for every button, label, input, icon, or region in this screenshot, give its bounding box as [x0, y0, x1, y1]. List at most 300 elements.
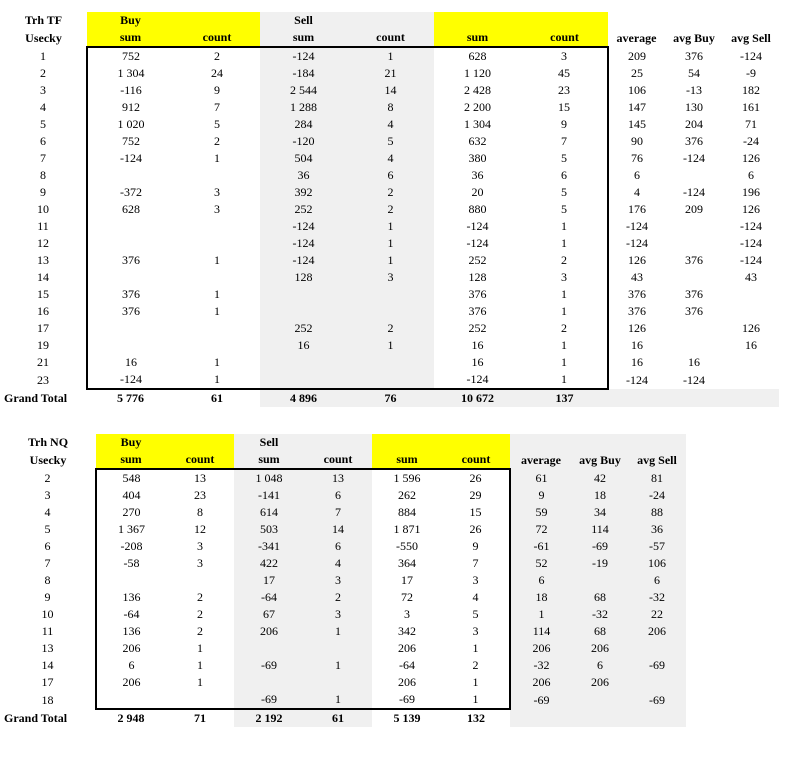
cell-average: 18: [510, 589, 572, 606]
cell-total-sum: 36: [471, 168, 484, 182]
col-header-buy-count: count: [166, 451, 234, 469]
cell-sell-count: 1: [347, 218, 434, 235]
cell-buy-count: 3: [197, 539, 203, 553]
cell-total-sum: 17: [401, 573, 413, 587]
cell-sell-sum: 614: [234, 504, 304, 521]
total-cell-total-sum: 10 672: [434, 389, 521, 407]
cell-buy-sum: 376: [87, 303, 174, 320]
cell-avg-sell: 6: [628, 572, 686, 589]
cell-avg-sell: [723, 303, 779, 320]
cell-buy-sum: 912: [87, 99, 174, 116]
cell-total-sum: 632: [468, 134, 487, 148]
cell-total-sum: 1 304: [464, 117, 491, 131]
cell-row-label: 18: [41, 692, 54, 707]
col-header-sell-sum: sum: [260, 29, 347, 47]
cell-sell-count: 2: [347, 184, 434, 201]
cell-buy-count: 8: [197, 505, 203, 519]
cell-row-label: 1: [40, 48, 46, 63]
cell-buy-sum: [87, 218, 174, 235]
grand-total-row: [0, 389, 779, 407]
cell-row-label: 17: [37, 321, 49, 335]
cell-avg-buy: [665, 269, 723, 286]
cell-sell-count: 3: [304, 572, 372, 589]
cell-total-sum: -124: [466, 236, 489, 250]
cell-avg-sell: 126: [742, 202, 760, 216]
table-row: [0, 286, 779, 303]
table-row: [0, 65, 779, 82]
cell-buy-sum: 548: [96, 469, 166, 487]
table-row: [0, 133, 779, 150]
cell-row-label: 13: [41, 641, 54, 655]
cell-sell-count: 1: [304, 623, 372, 640]
cell-avg-sell: -57: [628, 538, 686, 555]
cell-total-count: 1: [521, 354, 608, 371]
cell-row-label: 6: [40, 134, 46, 148]
cell-avg-sell: 126: [742, 321, 760, 335]
cell-avg-buy: 130: [685, 100, 703, 114]
cell-average: 106: [628, 83, 646, 97]
cell-avg-buy: -32: [572, 606, 628, 623]
cell-total-count: 1: [521, 303, 608, 320]
col-header-total-sum: sum: [434, 29, 521, 47]
cell-sell-sum: 252: [260, 201, 347, 218]
cell-buy-sum: 1 020: [87, 116, 174, 133]
table-row: [0, 184, 779, 201]
cell-avg-buy: 18: [572, 487, 628, 504]
col-header-sell-count: count: [347, 29, 434, 47]
cell-sell-sum: [234, 640, 304, 657]
cell-avg-buy: [665, 167, 723, 184]
cell-buy-sum: [87, 235, 174, 252]
cell-avg-sell: 88: [628, 504, 686, 521]
cell-total-sum: 380: [468, 151, 487, 165]
cell-buy-sum: -372: [87, 184, 174, 201]
cell-avg-buy: 209: [685, 202, 703, 216]
cell-total-sum: 206: [398, 675, 416, 689]
cell-row-label: 14: [41, 658, 54, 672]
cell-average: 376: [628, 287, 646, 301]
total-cell-buy-sum: 5 776: [117, 391, 144, 405]
cell-total-sum: -124: [466, 219, 489, 233]
cell-average: 43: [631, 270, 643, 284]
col-header-total-count: count: [521, 29, 608, 47]
cell-average: -69: [510, 691, 572, 709]
cell-buy-sum: 752: [87, 47, 174, 65]
cell-buy-count: [174, 218, 260, 235]
cell-sell-sum: [260, 286, 347, 303]
cell-buy-count: 1: [214, 287, 220, 301]
total-cell-row-label: Grand Total: [4, 390, 68, 405]
cell-avg-buy: [665, 320, 723, 337]
cell-buy-count: 1: [197, 641, 203, 655]
cell-total-count: 2: [521, 320, 608, 337]
cell-sell-sum: 503: [234, 521, 304, 538]
col-header-sell-sum: sum: [234, 451, 304, 469]
cell-avg-sell: 196: [742, 185, 760, 199]
cell-sell-sum: 284: [260, 116, 347, 133]
cell-sell-sum: -341: [234, 538, 304, 555]
cell-buy-count: [174, 337, 260, 354]
cell-avg-sell: 206: [628, 623, 686, 640]
cell-row-label: 14: [37, 270, 49, 284]
col-header-buy-sum: sum: [87, 29, 174, 47]
cell-average: 176: [628, 202, 646, 216]
header-spacer: [347, 12, 434, 29]
header-spacer: [174, 12, 260, 29]
cell-total-sum: 72: [401, 590, 413, 604]
cell-total-count: 26: [442, 469, 510, 487]
cell-row-label: 2: [44, 470, 51, 485]
cell-sell-count: 1: [304, 691, 372, 709]
group-header-buy: Buy: [87, 12, 174, 29]
cell-sell-sum: -64: [234, 589, 304, 606]
cell-sell-count: 6: [304, 538, 372, 555]
table-row: [0, 487, 686, 504]
cell-row-label: 12: [37, 236, 49, 250]
cell-row-label: 5: [44, 522, 51, 536]
total-cell-total-count: 137: [521, 389, 608, 407]
cell-sell-count: 1: [304, 657, 372, 674]
cell-buy-count: [166, 691, 234, 709]
table-row: [0, 99, 779, 116]
cell-sell-count: 7: [304, 504, 372, 521]
cell-total-sum: 2 200: [464, 100, 491, 114]
header-spacer: [572, 434, 628, 451]
table-row: [0, 691, 686, 709]
cell-total-sum: 1 596: [372, 469, 442, 487]
total-cell-sell-sum: 2 192: [234, 709, 304, 727]
cell-avg-buy: [665, 337, 723, 354]
cell-buy-sum: [87, 269, 174, 286]
cell-buy-sum: 16: [87, 354, 174, 371]
cell-average: 52: [510, 555, 572, 572]
cell-row-label: 9: [40, 185, 46, 199]
cell-total-sum: 206: [398, 641, 416, 655]
cell-buy-sum: 206: [96, 674, 166, 691]
total-cell-average: [608, 389, 665, 407]
cell-sell-count: 3: [347, 269, 434, 286]
cell-average: 25: [631, 66, 643, 80]
cell-sell-sum: -69: [234, 657, 304, 674]
cell-avg-sell: 182: [742, 83, 760, 97]
cell-total-count: 3: [521, 269, 608, 286]
col-header-avg-sell: avg Sell: [628, 451, 686, 469]
cell-sell-count: 1: [347, 252, 434, 269]
table-row: [0, 521, 686, 538]
cell-sell-count: 1: [347, 47, 434, 65]
cell-total-count: 7: [521, 133, 608, 150]
total-cell-sell-sum: 4 896: [260, 389, 347, 407]
cell-buy-count: 9: [214, 83, 220, 97]
total-cell-sell-count: 61: [304, 709, 372, 727]
cell-buy-sum: 404: [96, 487, 166, 504]
cell-sell-sum: 392: [260, 184, 347, 201]
col-header-avg-buy: avg Buy: [572, 451, 628, 469]
cell-total-sum: 880: [468, 202, 487, 216]
cell-sell-count: 14: [347, 82, 434, 99]
cell-row-label: 21: [37, 355, 49, 369]
cell-average: 9: [510, 487, 572, 504]
cell-row-label: 17: [41, 675, 54, 689]
pivot-body-tf: [0, 12, 779, 407]
cell-average: -124: [626, 236, 648, 250]
cell-avg-buy: [572, 691, 628, 709]
cell-avg-buy: 54: [688, 66, 700, 80]
cell-buy-count: 12: [194, 522, 206, 536]
cell-average: -124: [626, 219, 648, 233]
col-header-total-sum: sum: [372, 451, 442, 469]
cell-total-count: 23: [521, 82, 608, 99]
table-row: [0, 674, 686, 691]
cell-buy-count: 2: [174, 47, 260, 65]
cell-average: 61: [510, 469, 572, 487]
cell-buy-count: [174, 167, 260, 184]
table-row: [0, 657, 686, 674]
table-row: [0, 623, 686, 640]
cell-avg-buy: [665, 218, 723, 235]
cell-row-label: 7: [40, 151, 46, 165]
cell-average: 4: [634, 185, 640, 199]
cell-total-sum: -69: [372, 691, 442, 709]
cell-buy-count: 1: [174, 371, 260, 389]
cell-average: 147: [628, 100, 646, 114]
cell-average: -32: [510, 657, 572, 674]
cell-total-count: 15: [521, 99, 608, 116]
cell-total-count: 1: [521, 235, 608, 252]
cell-avg-sell: -124: [740, 253, 762, 267]
cell-sell-sum: 16: [260, 337, 347, 354]
cell-total-sum: 628: [434, 47, 521, 65]
cell-average: 16: [631, 338, 643, 352]
cell-row-label: 4: [44, 505, 51, 519]
cell-total-sum: 1 120: [464, 66, 491, 80]
cell-total-sum: 262: [398, 488, 416, 502]
cell-buy-sum: 376: [87, 286, 174, 303]
cell-average: 126: [628, 321, 646, 335]
cell-total-count: 1: [521, 286, 608, 303]
cell-buy-count: 2: [197, 590, 203, 604]
cell-average: 16: [631, 355, 643, 369]
cell-average: 126: [628, 253, 646, 267]
cell-buy-count: [166, 572, 234, 589]
cell-avg-buy: -124: [683, 151, 705, 165]
cell-total-count: 1: [521, 337, 608, 354]
cell-total-count: 7: [442, 555, 510, 572]
cell-row-label: 13: [37, 253, 49, 267]
cell-avg-sell: 36: [628, 521, 686, 538]
cell-sell-count: [304, 640, 372, 657]
cell-buy-count: 1: [197, 675, 203, 689]
cell-total-count: 9: [521, 116, 608, 133]
table-row: [0, 538, 686, 555]
table-row: [0, 555, 686, 572]
cell-sell-count: 14: [304, 521, 372, 538]
cell-sell-count: [304, 674, 372, 691]
cell-avg-buy: 376: [685, 253, 703, 267]
col-header-buy-sum: sum: [96, 451, 166, 469]
total-cell-avg-buy: [572, 709, 628, 727]
header-spacer: [510, 434, 572, 451]
cell-total-count: 5: [521, 150, 608, 167]
total-cell-avg-buy: [665, 389, 723, 407]
cell-avg-sell: 71: [745, 117, 757, 131]
cell-buy-sum: 1 304: [87, 65, 174, 82]
cell-buy-sum: 628: [87, 201, 174, 218]
cell-total-count: 1: [442, 640, 510, 657]
cell-total-sum: 128: [468, 270, 487, 284]
cell-average: 145: [628, 117, 646, 131]
cell-avg-buy: 34: [572, 504, 628, 521]
cell-sell-sum: 2 544: [260, 82, 347, 99]
cell-buy-count: 24: [211, 66, 223, 80]
cell-average: 209: [628, 48, 646, 63]
cell-buy-count: [174, 269, 260, 286]
cell-row-label: 5: [40, 117, 46, 131]
cell-total-sum: -550: [396, 539, 418, 553]
row-label-header: Usecky: [25, 30, 62, 45]
cell-sell-count: 1: [347, 235, 434, 252]
cell-average: 1: [510, 606, 572, 623]
cell-total-sum: 16: [471, 338, 484, 352]
cell-buy-sum: [96, 691, 166, 709]
table-row: [0, 337, 779, 354]
cell-avg-sell: [723, 371, 779, 389]
cell-average: -124: [626, 372, 648, 387]
cell-total-count: 5: [521, 201, 608, 218]
table-row: [0, 589, 686, 606]
cell-sell-count: 3: [304, 606, 372, 623]
cell-average: 114: [510, 623, 572, 640]
cell-avg-buy: 6: [572, 657, 628, 674]
cell-buy-count: [174, 235, 260, 252]
cell-row-label: 7: [44, 556, 51, 570]
total-cell-total-sum: 5 139: [393, 711, 421, 725]
cell-sell-count: 21: [347, 65, 434, 82]
cell-buy-count: 1: [214, 355, 220, 369]
cell-buy-sum: 270: [96, 504, 166, 521]
cell-average: 6: [634, 168, 640, 182]
table-row: [0, 150, 779, 167]
cell-buy-sum: 752: [87, 133, 174, 150]
cell-avg-sell: -24: [628, 487, 686, 504]
cell-buy-sum: -58: [96, 555, 166, 572]
cell-buy-count: 1: [214, 151, 220, 165]
cell-sell-sum: 504: [260, 150, 347, 167]
cell-average: 376: [628, 304, 646, 318]
cell-buy-count: 1: [214, 304, 220, 318]
col-header-avg-sell: avg Sell: [731, 30, 771, 45]
cell-avg-sell: -124: [740, 219, 762, 233]
cell-avg-sell: -124: [740, 236, 762, 250]
cell-buy-sum: [87, 320, 174, 337]
total-cell-avg-sell: [723, 389, 779, 407]
cell-sell-count: [347, 371, 434, 389]
total-cell-row-label: Grand Total: [4, 710, 68, 725]
header-spacer: [304, 434, 372, 451]
cell-sell-sum: -69: [234, 691, 304, 709]
cell-total-sum: 3: [404, 607, 410, 621]
cell-avg-sell: [723, 286, 779, 303]
cell-buy-sum: 1 367: [96, 521, 166, 538]
cell-total-count: 3: [521, 47, 608, 65]
cell-total-sum: -64: [399, 658, 415, 672]
cell-total-sum: 2 428: [464, 83, 491, 97]
cell-sell-sum: [234, 674, 304, 691]
cell-avg-sell: -124: [740, 48, 762, 63]
cell-buy-count: 2: [197, 624, 203, 638]
table-title: Trh TF: [24, 13, 63, 27]
cell-average: 76: [631, 151, 643, 165]
cell-buy-sum: -116: [87, 82, 174, 99]
cell-avg-buy: 206: [572, 640, 628, 657]
cell-total-count: 26: [442, 521, 510, 538]
cell-avg-buy: -69: [572, 538, 628, 555]
cell-average: 72: [510, 521, 572, 538]
total-cell-avg-sell: [628, 709, 686, 727]
col-header-buy-count: count: [174, 29, 260, 47]
cell-row-label: 3: [40, 83, 46, 97]
cell-total-sum: 20: [471, 185, 484, 199]
cell-sell-count: 6: [304, 487, 372, 504]
table-row: [0, 469, 686, 487]
cell-avg-buy: -124: [683, 372, 705, 387]
cell-sell-sum: -141: [234, 487, 304, 504]
cell-avg-sell: 6: [748, 168, 754, 182]
cell-avg-buy: [665, 235, 723, 252]
cell-avg-buy: 114: [572, 521, 628, 538]
cell-avg-sell: -69: [628, 691, 686, 709]
table-row: [0, 606, 686, 623]
cell-buy-sum: 206: [96, 640, 166, 657]
table-row: [0, 640, 686, 657]
cell-average: 90: [631, 134, 643, 148]
cell-row-label: 19: [37, 338, 49, 352]
cell-sell-count: 4: [304, 555, 372, 572]
cell-sell-count: 1: [347, 337, 434, 354]
cell-avg-buy: 68: [572, 589, 628, 606]
cell-sell-sum: 1 288: [260, 99, 347, 116]
cell-row-label: 9: [44, 590, 51, 604]
cell-avg-sell: 81: [628, 469, 686, 487]
cell-total-sum: 376: [468, 287, 487, 301]
cell-avg-buy: [572, 572, 628, 589]
cell-total-sum: 1 871: [393, 522, 421, 536]
cell-buy-sum: -124: [87, 150, 174, 167]
cell-avg-sell: 43: [745, 270, 757, 284]
cell-total-count: 1: [442, 674, 510, 691]
table-row: [0, 167, 779, 184]
cell-total-count: 2: [442, 657, 510, 674]
cell-total-count: 3: [442, 572, 510, 589]
cell-sell-sum: 1 048: [234, 469, 304, 487]
cell-sell-sum: -124: [260, 47, 347, 65]
cell-row-label: 2: [40, 66, 46, 80]
cell-buy-count: [174, 320, 260, 337]
cell-row-label: 15: [37, 287, 49, 301]
cell-sell-count: 2: [304, 589, 372, 606]
cell-total-sum: 884: [398, 505, 416, 519]
cell-avg-sell: 161: [742, 100, 760, 114]
cell-buy-count: 1: [197, 658, 203, 672]
cell-avg-sell: 126: [742, 151, 760, 165]
cell-avg-sell: -32: [628, 589, 686, 606]
cell-buy-count: 7: [214, 100, 220, 114]
cell-sell-sum: [260, 303, 347, 320]
cell-avg-buy: 376: [685, 304, 703, 318]
table-row: [0, 82, 779, 99]
cell-row-label: 3: [44, 488, 51, 502]
cell-sell-count: 13: [304, 469, 372, 487]
